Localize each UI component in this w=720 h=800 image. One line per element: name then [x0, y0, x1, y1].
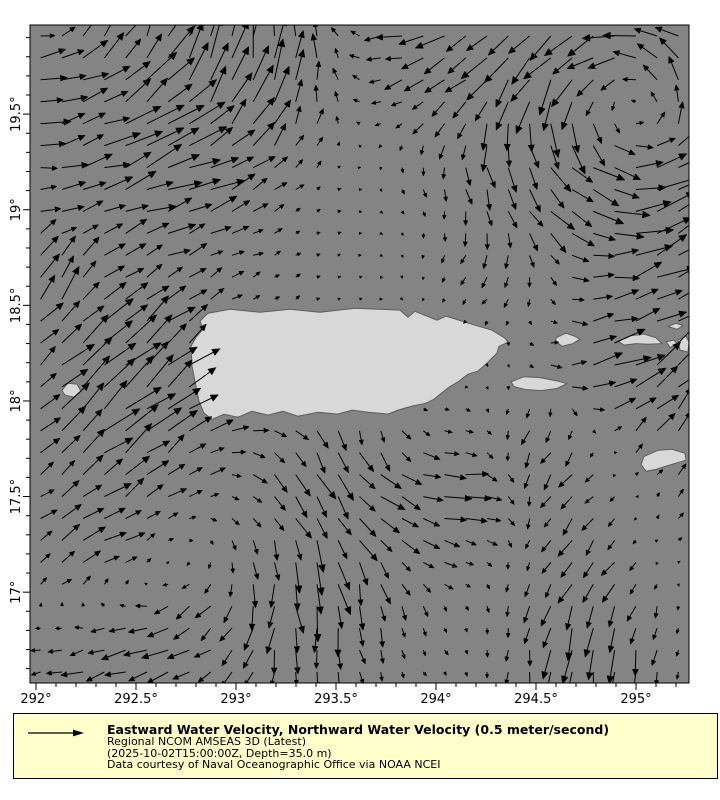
velocity-arrow-head	[250, 16, 257, 24]
velocity-arrow-head	[290, 7, 296, 14]
x-tick-label: 292.5°	[114, 692, 158, 707]
velocity-arrow-head	[590, 702, 597, 710]
velocity-arrow-head	[528, 684, 533, 690]
x-tick-label: 295°	[620, 692, 652, 707]
legend-box	[13, 713, 718, 779]
velocity-arrow-stem	[317, 606, 318, 637]
velocity-arrow-stem	[635, 650, 636, 672]
y-tick-label: 19°	[9, 198, 24, 222]
velocity-arrow-head	[696, 310, 704, 316]
velocity-arrow-head	[91, 17, 97, 24]
velocity-arrow-head	[706, 256, 714, 263]
legend-text	[107, 723, 609, 771]
velocity-arrow-head	[706, 174, 715, 180]
velocity-arrow-head	[705, 151, 714, 157]
velocity-arrow-head	[313, 22, 318, 27]
velocity-arrow-head	[198, 8, 205, 16]
velocity-arrow-head	[337, 685, 342, 691]
legend-title: Eastward Water Velocity, Northward Water Velocity (0.5 meter/second)	[107, 722, 610, 737]
x-tick-label: 293°	[220, 692, 252, 707]
y-tick-label: 17.5°	[9, 478, 24, 515]
velocity-arrow-head	[695, 285, 703, 291]
velocity-arrow-stem	[608, 36, 636, 37]
velocity-arrow-head	[701, 210, 709, 218]
velocity-arrow-head	[236, 1, 243, 9]
velocity-arrow-head	[151, 4, 158, 12]
y-tick-label: 19.5°	[9, 96, 24, 132]
velocity-arrow-head	[689, 177, 697, 184]
velocity-arrow-head	[693, 127, 700, 134]
velocity-arrow-head	[256, 5, 263, 13]
legend-credit-line: Data courtesy of Naval Oceanographic Office via NOAA NCEI	[107, 758, 441, 771]
velocity-arrow-head	[270, 5, 277, 13]
velocity-arrow-stem	[317, 650, 318, 665]
velocity-arrow-head	[705, 189, 713, 196]
velocity-arrow-head	[563, 701, 570, 709]
y-tick-label: 17°	[9, 580, 24, 604]
velocity-arrow-head	[707, 236, 716, 243]
velocity-arrow-stem	[466, 474, 485, 475]
velocity-arrow-head	[691, 345, 698, 352]
x-tick-label: 293.5°	[314, 692, 358, 707]
velocity-arrow-head	[218, 0, 225, 4]
velocity-arrow-head	[607, 698, 614, 706]
velocity-arrow-head	[182, 6, 189, 14]
velocity-arrow-head	[139, 15, 146, 22]
x-tick-label: 294°	[420, 692, 452, 707]
velocity-arrow-head	[111, 13, 117, 20]
velocity-arrow-head	[691, 322, 698, 329]
velocity-arrow-head	[697, 369, 705, 376]
y-tick-label: 18.5°	[9, 287, 24, 324]
legend-time-depth-line: (2025-10-02T15:00:00Z, Depth=35.0 m)	[107, 746, 332, 760]
x-tick-label: 294.5°	[514, 692, 558, 707]
y-tick-label: 18°	[9, 389, 24, 413]
legend-model-line: Regional NCOM AMSEAS 3D (Latest)	[107, 735, 306, 748]
x-tick-label: 292°	[20, 692, 52, 707]
reference-arrow-icon	[27, 727, 87, 739]
